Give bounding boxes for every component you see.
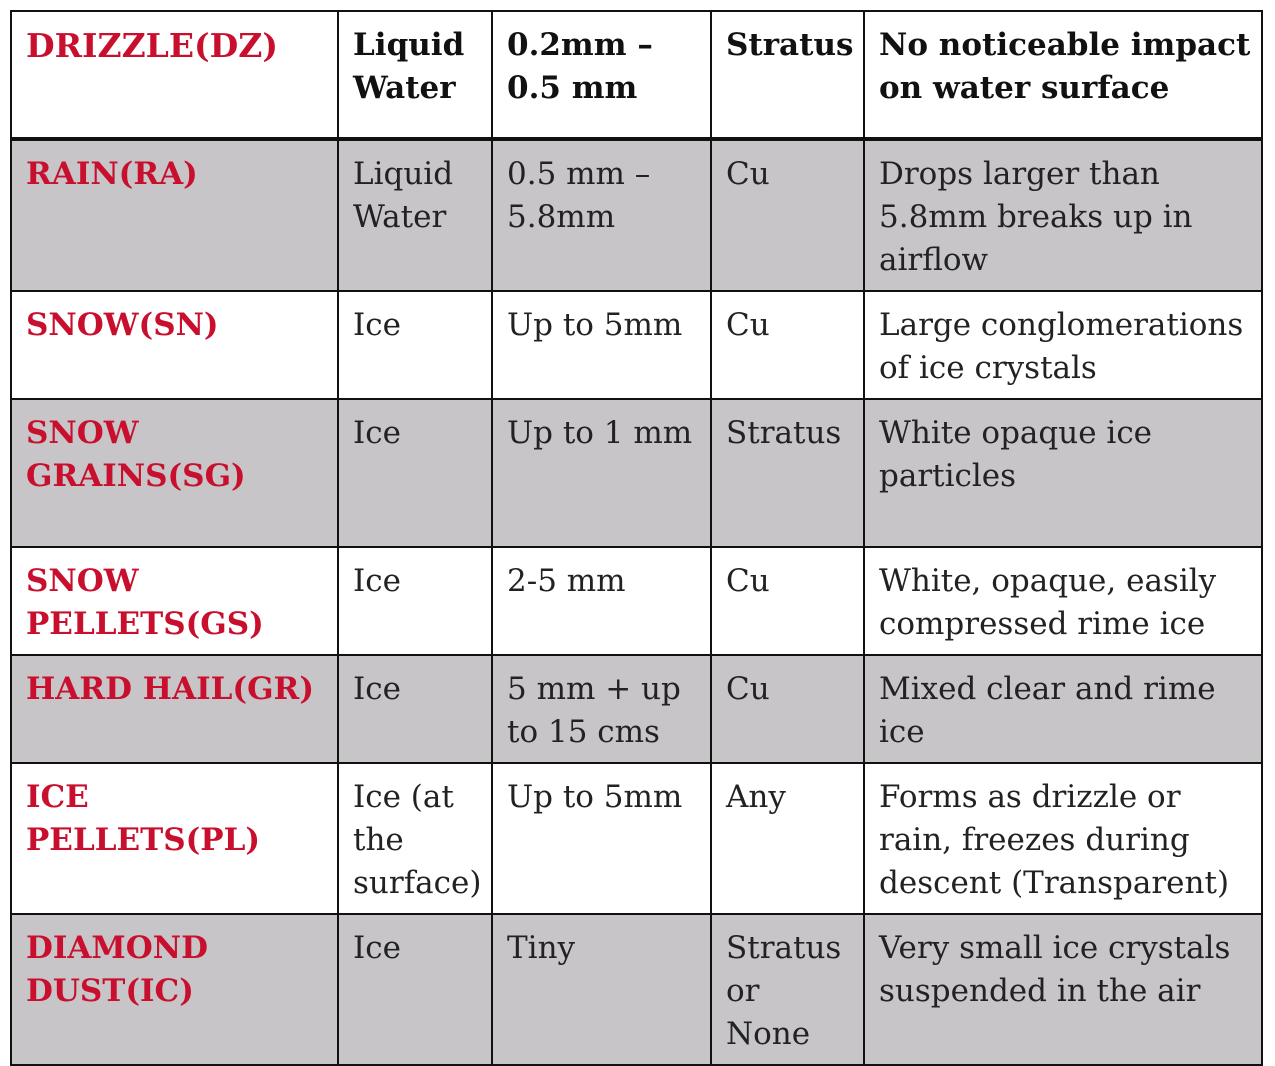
cloud-cell: Cu	[711, 655, 864, 763]
type-cell: ICE PELLETS(PL)	[11, 763, 338, 914]
cloud-cell: Any	[711, 763, 864, 914]
table-row	[11, 139, 1262, 291]
type-cell: SNOW(SN)	[11, 291, 338, 399]
table-row	[11, 547, 1262, 655]
cloud-cell: Cu	[711, 139, 864, 291]
size-cell: Up to 5mm	[492, 763, 711, 914]
size-cell: 0.5 mm – 5.8mm	[492, 139, 711, 291]
description-cell: Very small ice crystals suspended in the air	[864, 914, 1262, 1065]
description-cell: White opaque ice particles	[864, 399, 1262, 547]
type-cell: SNOW GRAINS(SG)	[11, 399, 338, 547]
description-cell: White, opaque, easily compressed rime ice	[864, 547, 1262, 655]
description-cell: Forms as drizzle or rain, freezes during descent (Transparent)	[864, 763, 1262, 914]
type-cell: RAIN(RA)	[11, 139, 338, 291]
size-cell: Up to 5mm	[492, 291, 711, 399]
state-cell: Ice	[338, 914, 492, 1065]
state-cell: Ice	[338, 399, 492, 547]
state-cell: Liquid Water	[338, 139, 492, 291]
size-cell: Up to 1 mm	[492, 399, 711, 547]
type-cell: SNOW PELLETS(GS)	[11, 547, 338, 655]
cloud-cell: Stratus	[711, 11, 864, 139]
description-cell: No noticeable impact on water surface	[864, 11, 1262, 139]
state-cell: Ice (at the surface)	[338, 763, 492, 914]
size-cell: 2-5 mm	[492, 547, 711, 655]
state-cell: Ice	[338, 547, 492, 655]
type-cell: DIAMOND DUST(IC)	[11, 914, 338, 1065]
cloud-cell: Cu	[711, 547, 864, 655]
description-cell: Mixed clear and rime ice	[864, 655, 1262, 763]
state-cell: Ice	[338, 655, 492, 763]
description-cell: Large conglomerations of ice crystals	[864, 291, 1262, 399]
type-cell: DRIZZLE(DZ)	[11, 11, 338, 139]
size-cell: Tiny	[492, 914, 711, 1065]
cloud-cell: Cu	[711, 291, 864, 399]
description-cell: Drops larger than 5.8mm breaks up in airflow	[864, 139, 1262, 291]
size-cell: 5 mm + up to 15 cms	[492, 655, 711, 763]
table-row	[11, 399, 1262, 547]
table-row	[11, 914, 1262, 1065]
table-row	[11, 655, 1262, 763]
table-row	[11, 291, 1262, 399]
table-row	[11, 11, 1262, 139]
state-cell: Ice	[338, 291, 492, 399]
type-cell: HARD HAIL(GR)	[11, 655, 338, 763]
cloud-cell: Stratus	[711, 399, 864, 547]
state-cell: Liquid Water	[338, 11, 492, 139]
cloud-cell: Stratus or None	[711, 914, 864, 1065]
size-cell: 0.2mm – 0.5 mm	[492, 11, 711, 139]
precipitation-table	[10, 10, 1263, 1066]
table-row	[11, 763, 1262, 914]
